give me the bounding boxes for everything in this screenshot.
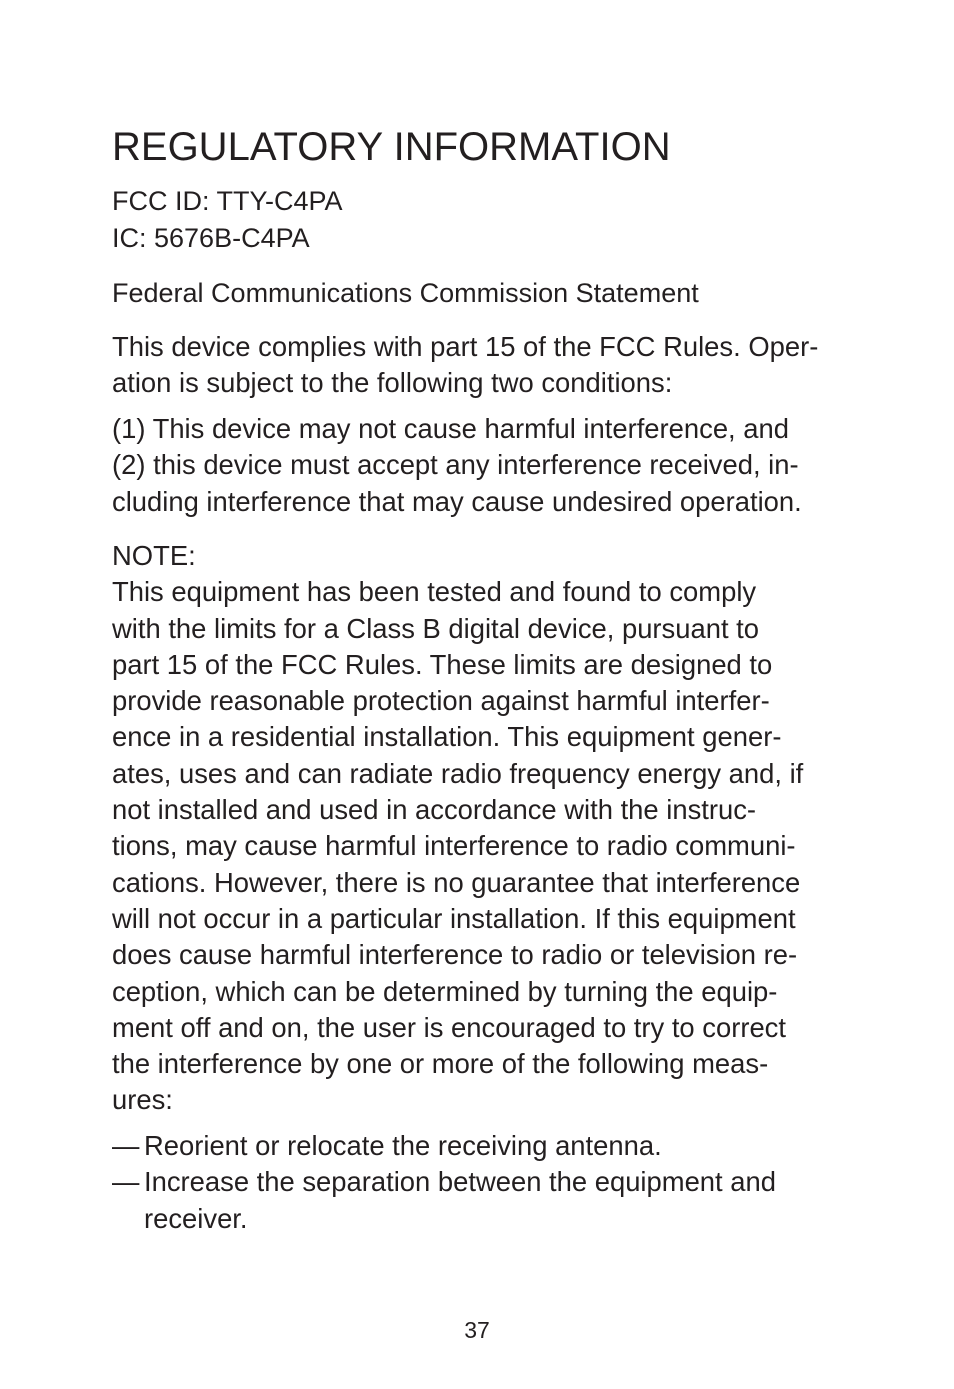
note-line: ence in a residential installation. This equipment gener-	[112, 721, 782, 753]
list-item-line: Reorient or relocate the receiving antenna.	[144, 1130, 662, 1161]
note-section	[112, 538, 862, 1119]
note-line: part 15 of the FCC Rules. These limits are designed to	[112, 648, 773, 680]
note-line: not installed and used in accordance with the instruc-	[112, 794, 757, 826]
list-item	[112, 1128, 862, 1164]
paragraph-line: ation is subject to the following two conditions:	[112, 367, 673, 399]
paragraph-line: This device complies with part 15 of the FCC Rules. Oper-	[112, 331, 819, 362]
device-ids	[112, 183, 343, 257]
conditions-paragraph	[112, 411, 862, 520]
list-item-text	[144, 1164, 862, 1237]
note-label: NOTE:	[112, 540, 196, 571]
paragraph-line: (2) this device must accept any interference received, in-	[112, 449, 799, 481]
list-item-line: Increase the separation between the equipment and	[144, 1166, 776, 1198]
paragraph-line: (1) This device may not cause harmful interference, and	[112, 413, 789, 444]
note-line: ures:	[112, 1084, 173, 1116]
em-dash-bullet: —	[112, 1130, 140, 1161]
page-number: 37	[464, 1317, 490, 1343]
note-line: This equipment has been tested and found to comply	[112, 576, 757, 608]
compliance-paragraph	[112, 329, 862, 402]
note-line: ception, which can be determined by turning the equip-	[112, 975, 778, 1007]
measures-list	[112, 1128, 862, 1237]
note-line: will not occur in a particular installation. If this equipment	[112, 902, 796, 934]
fcc-id: FCC ID: TTY-C4PA	[112, 186, 343, 216]
note-line: the interference by one or more of the following meas-	[112, 1048, 769, 1080]
ic-id: IC: 5676B-C4PA	[112, 223, 310, 253]
note-line: ates, uses and can radiate radio frequency energy and, if	[112, 757, 804, 789]
list-item	[112, 1164, 862, 1237]
note-line: with the limits for a Class B digital device, pursuant to	[112, 612, 760, 644]
section-heading: Federal Communications Commission Statement	[112, 278, 699, 308]
note-line: cations. However, there is no guarantee that interference	[112, 866, 801, 898]
paragraph-line: cluding interference that may cause undesired operation.	[112, 485, 802, 517]
list-item-line: receiver.	[144, 1202, 248, 1234]
note-line: tions, may cause harmful interference to radio communi-	[112, 830, 796, 862]
note-line: does cause harmful interference to radio or television re-	[112, 939, 798, 971]
note-line: ment off and on, the user is encouraged to try to correct	[112, 1011, 786, 1043]
em-dash-bullet: —	[112, 1166, 140, 1198]
page-title: REGULATORY INFORMATION	[112, 124, 671, 169]
note-line: provide reasonable protection against harmful interfer-	[112, 685, 770, 717]
list-item-text	[144, 1128, 862, 1164]
